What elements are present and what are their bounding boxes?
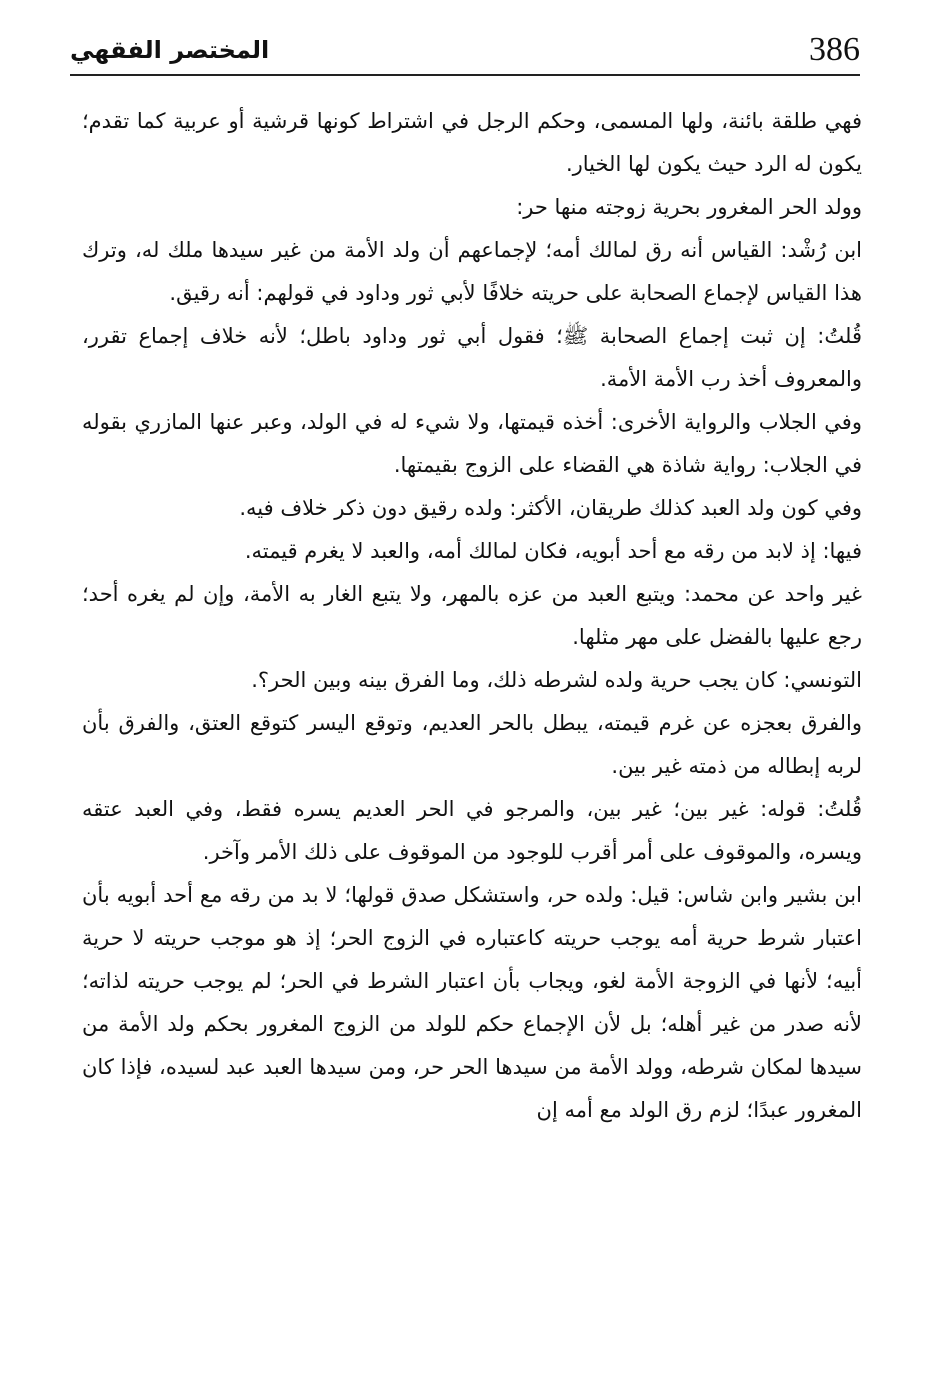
paragraph: فيها: إذ لابد من رقه مع أحد أبويه، فكان لمالك أمه، والعبد لا يغرم قيمته. bbox=[244, 539, 862, 563]
paragraph: وفي كون ولد العبد كذلك طريقان، الأكثر: ولده رقيق دون ذكر خلاف فيه. bbox=[239, 496, 862, 520]
paragraph: فهي طلقة بائنة، ولها المسمى، وحكم الرجل في اشتراط كونها قرشية أو عربية كما تقدم؛ يكون له الرد حيث يكون لها الخيار. bbox=[82, 109, 862, 176]
running-title: المختصر الفقهي bbox=[70, 36, 270, 64]
paragraph: قُلتُ: قوله: غير بين؛ غير بين، والمرجو في الحر العديم يسره فقط، وفي العبد عتقه ويسره، والموقوف على أمر أقرب للوجود من الموقوف على ذلك الأمر وآخر. bbox=[82, 797, 862, 864]
page-header bbox=[70, 28, 860, 78]
paragraph: التونسي: كان يجب حرية ولده لشرطه ذلك، وما الفرق بينه وبين الحر؟. bbox=[251, 668, 862, 692]
paragraph: وولد الحر المغرور بحرية زوجته منها حر: bbox=[516, 195, 862, 219]
page-number: 386 bbox=[809, 31, 860, 68]
paragraph: قُلتُ: إن ثبت إجماع الصحابة ﷺ؛ فقول أبي ثور وداود باطل؛ لأنه خلاف إجماع تقرر، والمعروف أخذ رب الأمة الأمة. bbox=[82, 324, 862, 391]
body-text bbox=[82, 100, 862, 1370]
paragraph: ابن رُشْد: القياس أنه رق لمالك أمه؛ لإجماعهم أن ولد الأمة من غير سيدها ملك له، وترك هذا القياس لإجماع الصحابة على حريته خلافًا لأبي ثور وداود في قولهم: أنه رقيق. bbox=[82, 238, 862, 305]
paragraph: وفي الجلاب والرواية الأخرى: أخذه قيمتها، ولا شيء له في الولد، وعبر عنها المازري بقوله في الجلاب: رواية شاذة هي القضاء على الزوج بقيمتها. bbox=[82, 410, 862, 477]
header-divider bbox=[70, 74, 860, 76]
paragraph: ابن بشير وابن شاس: قيل: ولده حر، واستشكل صدق قولها؛ لا بد من رقه مع أحد أبويه بأن اعتبار شرط حرية أمه يوجب حريته كاعتباره في الزوج الحر؛ إذ هو موجب حريته لا حرية أبيه؛ لأنها في الزوجة الأمة لغو، ويجاب بأن اعتبار الشرط في الحر؛ لم يوجب حريته لذاته؛ لأنه صدر من غير أهله؛ بل لأن الإجماع حكم للولد من الزوج المغرور بحكم ولد الأمة من سيدها لمكان شرطه، وولد الأمة من سيدها الحر حر، ومن سيدها العبد عبد لسيده، فإذا كان المغرور عبدًا؛ لزم رق الولد مع أمه إن bbox=[82, 883, 862, 1122]
paragraph: والفرق بعجزه عن غرم قيمته، يبطل بالحر العديم، وتوقع اليسر كتوقع العتق، والفرق بأن لربه إبطاله من ذمته غير بين. bbox=[82, 711, 862, 778]
paragraph: غير واحد عن محمد: ويتبع العبد من عزه بالمهر، ولا يتبع الغار به الأمة، وإن لم يغره أحد؛ رجع عليها بالفضل على مهر مثلها. bbox=[82, 582, 862, 649]
